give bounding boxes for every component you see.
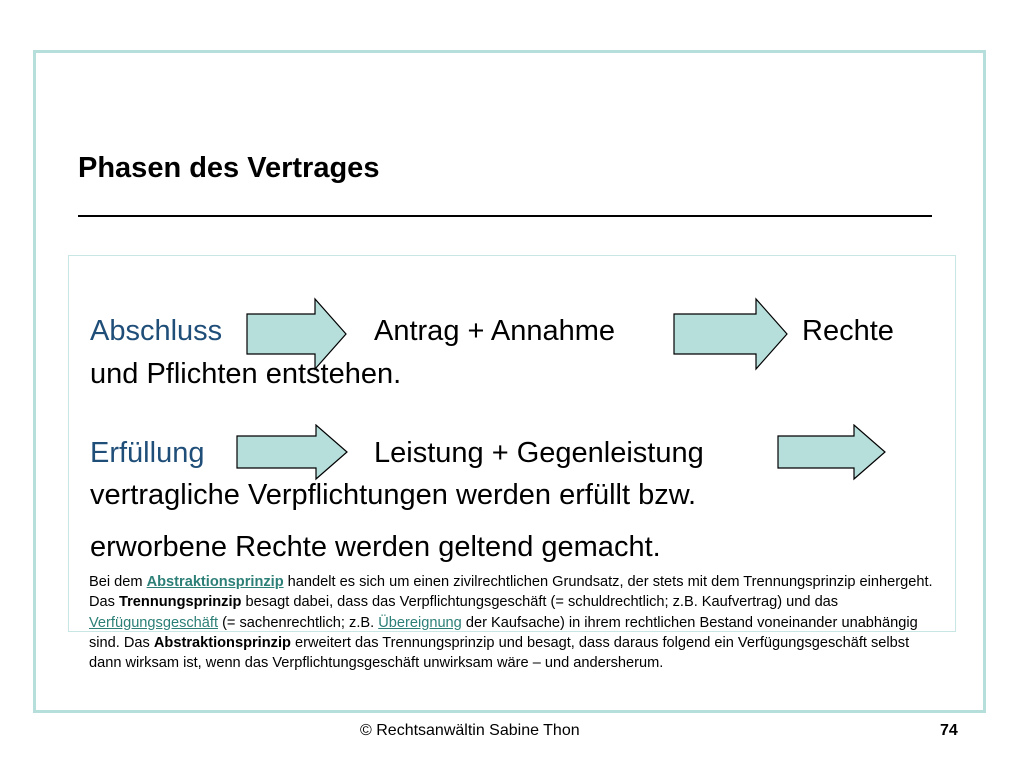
page-number: 74	[940, 722, 958, 739]
arrow-right-icon	[235, 424, 349, 481]
paragraph-text: Bei dem	[89, 574, 147, 590]
row2-middle-text: Leistung + Gegenleistung	[374, 437, 704, 469]
arrow-right-icon	[776, 424, 887, 481]
bold-term-abstraktionsprinzip: Abstraktionsprinzip	[153, 634, 291, 651]
arrow-right-icon	[672, 297, 789, 372]
paragraph-text: besagt dabei, dass das Verpflichtungsgeschäft (= schuldrechtlich; z.B. Kaufvertrag) und das	[241, 594, 839, 611]
paragraph-text: handelt es sich um einen zivilrechtlichen Grundsatz, der stets mit dem Trennungsprinzip einhergeht. Das	[89, 574, 933, 611]
paragraph-text: der Kaufsache) in ihrem rechtlichen Bestand voneinander unabhängig sind. Das	[89, 614, 918, 651]
title-underline	[78, 215, 932, 217]
link-abstraktionsprinzip[interactable]: Abstraktionsprinzip	[146, 574, 284, 590]
link-verfuegungsgeschaeft[interactable]: Verfügungsgeschäft	[89, 614, 219, 631]
phase-label-erfuellung: Erfüllung	[90, 437, 205, 469]
link-uebereignung[interactable]: Übereignung	[378, 614, 462, 631]
footer-copyright: © Rechtsanwältin Sabine Thon	[360, 722, 580, 739]
bold-term-trennungsprinzip: Trennungsprinzip	[119, 594, 242, 611]
row1-end-text: Rechte	[802, 315, 894, 347]
phase-label-abschluss: Abschluss	[90, 315, 223, 347]
slide-title: Phasen des Vertrages	[78, 152, 380, 184]
paragraph-text: (= sachenrechtlich; z.B.	[218, 614, 379, 631]
row1-middle-text: Antrag + Annahme	[374, 315, 616, 347]
row2-line3: erworbene Rechte werden geltend gemacht.	[90, 531, 661, 563]
row1-line2: und Pflichten entstehen.	[90, 358, 402, 390]
paragraph-text: erweitert das Trennungsprinzip und besagt, dass daraus folgend ein Verfügungsgeschäft selbst dann wirksam ist, wenn das Verpflichtungsgeschäft unwirksam wäre – und andersherum.	[89, 634, 910, 672]
explanation-paragraph	[89, 572, 939, 673]
row2-line2: vertragliche Verpflichtungen werden erfüllt bzw.	[90, 479, 697, 511]
